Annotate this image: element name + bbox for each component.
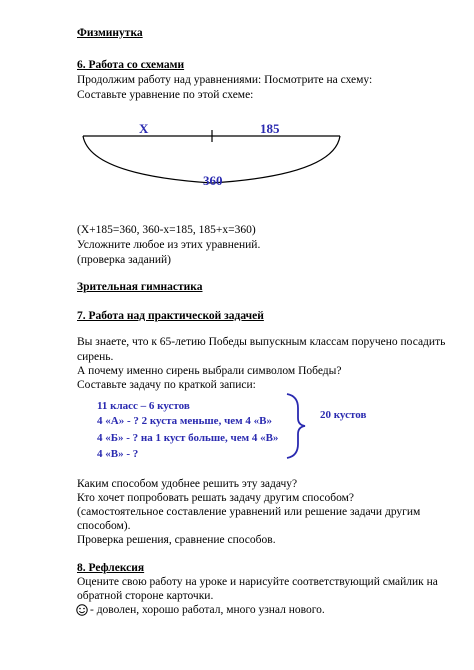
equations-text: (X+185=360, 360-x=185, 185+x=360)	[77, 224, 256, 236]
heading-section-7: 7. Работа над практической задачей	[77, 310, 264, 322]
task-line-3: 4 «Б» - ? на 1 куст больше, чем 4 «В»	[97, 432, 279, 444]
question-2: Кто хочет попробовать решать задачу другим способом?	[77, 492, 355, 504]
reflection-line-3: - доволен, хорошо работал, много узнал нового.	[90, 604, 325, 616]
scheme-185-label: 185	[260, 121, 280, 136]
complicate-text: Усложните любое из этих уравнений.	[77, 239, 261, 251]
task-line-4: 4 «В» - ?	[97, 448, 139, 460]
heading-section-6: 6. Работа со схемами	[77, 59, 185, 71]
heading-fizminutka: Физминутка	[77, 27, 143, 39]
section-6-line-2: Составьте уравнение по этой схеме:	[77, 89, 254, 101]
question-4: Проверка решения, сравнение способов.	[77, 534, 276, 546]
reflection-line-1: Оцените свою работу на уроке и нарисуйте соответствующий смайлик на	[77, 576, 438, 588]
task-total: 20 кустов	[320, 409, 367, 421]
reflection-line-2: обратной стороне карточки.	[77, 590, 214, 602]
scheme-x-label: X	[139, 121, 149, 136]
heading-eye-gym: Зрительная гимнастика	[77, 281, 203, 293]
heading-section-8: 8. Рефлексия	[77, 562, 145, 574]
task-line-2: 4 «А» - ? 2 куста меньше, чем 4 «В»	[97, 415, 272, 427]
scheme-360-label: 360	[203, 173, 223, 188]
paragraph-2: А почему именно сирень выбрали символом Победы?	[77, 365, 342, 377]
section-6-line-1: Продолжим работу над уравнениями: Посмотрите на схему:	[77, 74, 373, 86]
check-text: (проверка заданий)	[77, 254, 171, 266]
question-3b: способом).	[77, 520, 131, 532]
question-3a: (самостоятельное составление уравнений или решение задачи другим	[77, 506, 421, 518]
paragraph-1a: Вы знаете, что к 65-летию Победы выпускным классам поручено посадить	[77, 336, 446, 348]
paragraph-1b: сирень.	[77, 351, 114, 363]
paragraph-3: Составьте задачу по краткой записи:	[77, 379, 256, 391]
task-line-1: 11 класс – 6 кустов	[97, 400, 190, 412]
question-1: Каким способом удобнее решить эту задачу?	[77, 478, 298, 490]
